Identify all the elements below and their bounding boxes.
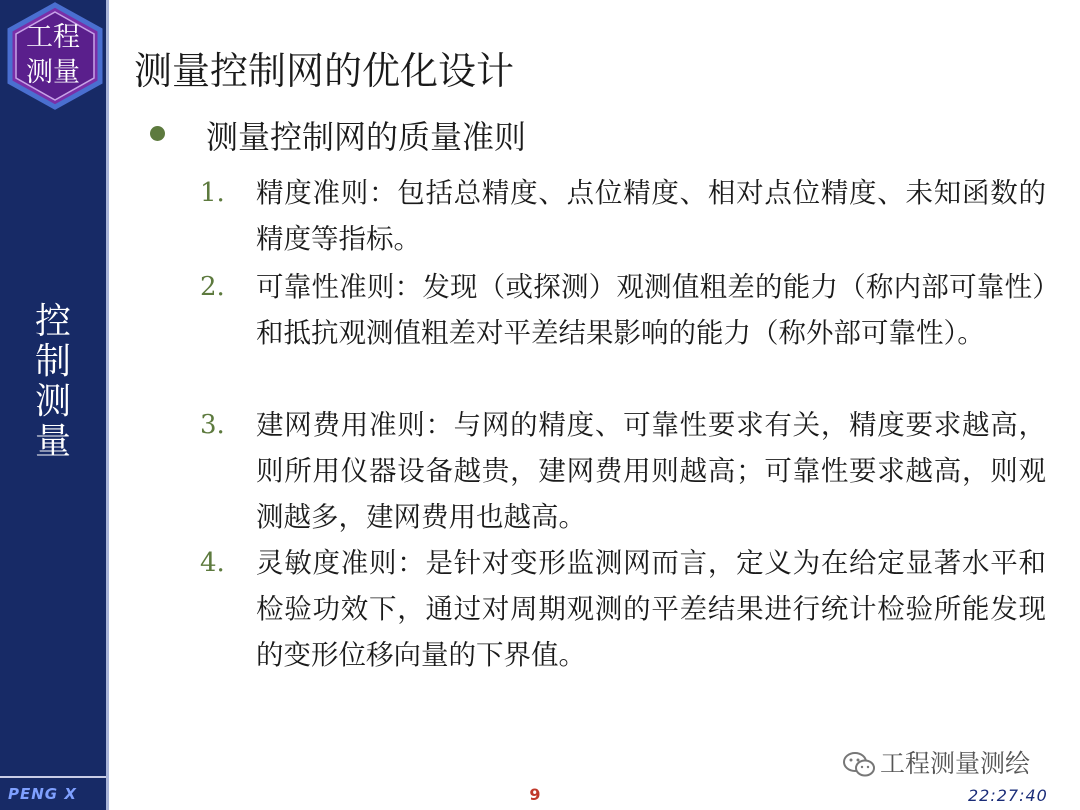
chat-bubble-icon <box>842 751 876 779</box>
sidebar-footer-divider <box>0 776 106 778</box>
author-label: PENG X <box>8 785 77 803</box>
sidebar-edge-divider <box>106 0 109 810</box>
list-item-text: 灵敏度准则：是针对变形监测网而言，定义为在给定显著水平和检验功效下，通过对周期观测的平差结果进行统计检验所能发现的变形位移向量的下界值。 <box>256 547 1046 671</box>
list-item-number: 4. <box>200 548 225 578</box>
logo-text <box>0 20 106 90</box>
list-item-text: 可靠性准则：发现（或探测）观测值粗差的能力（称内部可靠性）和抵抗观测值粗差对平差结果影响的能力（称外部可靠性）。 <box>256 271 1046 349</box>
page-number: 9 <box>529 785 541 804</box>
timestamp: 22:27:40 <box>968 786 1048 805</box>
vertical-char: 控 <box>34 301 71 342</box>
bullet-dot-icon <box>150 126 165 141</box>
list-item-text: 建网费用准则：与网的精度、可靠性要求有关，精度要求越高，则所用仪器设备越贵，建网费用则越高；可靠性要求越高，则观测越多，建网费用也越高。 <box>256 409 1046 533</box>
vertical-section-title <box>0 302 106 462</box>
list-item-text: 精度准则：包括总精度、点位精度、相对点位精度、未知函数的精度等指标。 <box>256 177 1046 255</box>
list-item-number: 2. <box>200 272 225 302</box>
list-item-number: 1. <box>200 178 225 208</box>
watermark <box>842 744 1030 780</box>
vertical-char: 量 <box>34 421 71 462</box>
vertical-char: 制 <box>34 341 71 382</box>
logo-line-1: 工程 <box>26 22 80 53</box>
watermark-text: 工程测量测绘 <box>880 749 1031 778</box>
list-item-number: 3. <box>200 410 225 440</box>
vertical-char: 测 <box>34 381 71 422</box>
logo-line-2: 测量 <box>26 57 80 88</box>
sidebar <box>0 0 106 810</box>
bullet-text: 测量控制网的质量准则 <box>206 118 527 156</box>
slide-title: 测量控制网的优化设计 <box>134 49 515 93</box>
